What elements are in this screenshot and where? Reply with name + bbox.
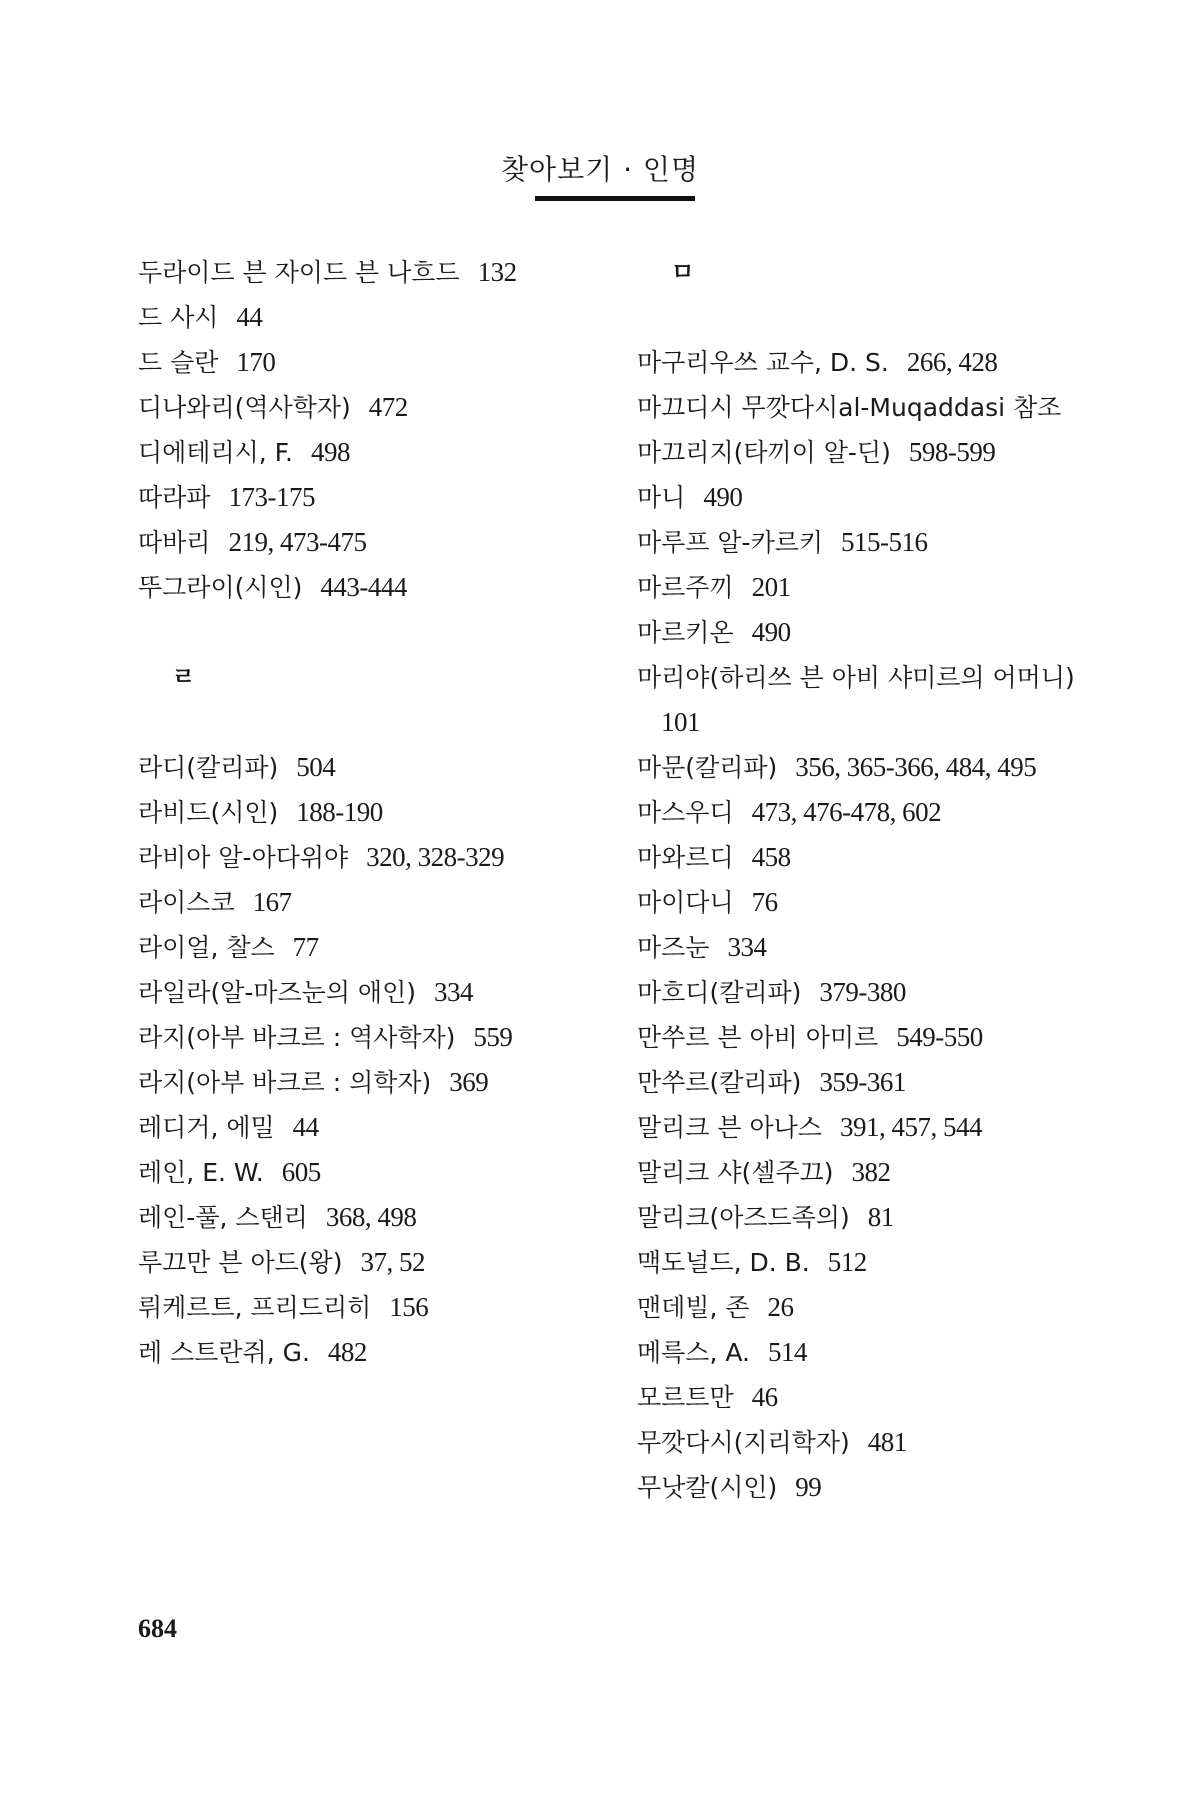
index-entry (138, 1330, 598, 1375)
index-entry (637, 835, 1097, 880)
entry-name: 디나와리(역사학자) (138, 393, 351, 422)
entry-name: 마스우디 (637, 798, 734, 827)
index-entry (637, 610, 1097, 655)
index-entry (637, 1195, 1097, 1240)
index-entry (138, 970, 598, 1015)
entry-pages: 334 (433, 977, 473, 1007)
entry-name: 라이얼, 찰스 (138, 933, 275, 962)
entry-pages: 443-444 (320, 572, 407, 602)
index-entry (138, 475, 598, 520)
index-entry (637, 1420, 1097, 1465)
index-entry (138, 385, 598, 430)
entry-pages: 514 (767, 1337, 807, 1367)
entry-pages: 76 (751, 887, 778, 917)
index-entry (138, 295, 598, 340)
entry-name: 마끄디시 무깟다시al-Muqaddasi 참조 (637, 393, 1062, 422)
entry-name: 모르트만 (637, 1383, 734, 1412)
index-entry (138, 1015, 598, 1060)
entry-pages: 188-190 (296, 797, 383, 827)
index-entry (138, 745, 598, 790)
entry-name: 마이다니 (637, 888, 734, 917)
index-entry (138, 1150, 598, 1195)
entry-pages: 77 (292, 932, 319, 962)
page-number: 684 (138, 1614, 177, 1643)
index-entry (138, 520, 598, 565)
entry-name: 마흐디(칼리파) (637, 978, 802, 1007)
entry-pages: 44 (292, 1112, 319, 1142)
index-entry (637, 880, 1097, 925)
index-entry (637, 1150, 1097, 1195)
entry-name: 맥도널드, D. B. (637, 1248, 810, 1277)
index-entry (138, 1240, 598, 1285)
entry-pages: 101 (661, 707, 700, 737)
entry-name: 말리크 븐 아나스 (637, 1113, 822, 1142)
entry-pages: 512 (827, 1247, 867, 1277)
blank-line (138, 700, 598, 745)
entry-name: 따라파 (138, 483, 211, 512)
entry-pages: 167 (252, 887, 292, 917)
entry-name: 마문(칼리파) (637, 753, 778, 782)
index-entry (637, 475, 1097, 520)
entry-pages: 81 (867, 1202, 894, 1232)
entry-name: 마니 (637, 483, 686, 512)
entry-pages: 559 (473, 1022, 513, 1052)
entry-pages: 490 (751, 617, 791, 647)
index-entry (138, 340, 598, 385)
index-entry (637, 385, 1097, 430)
header-underline (535, 196, 695, 201)
index-entry (138, 1195, 598, 1240)
index-entry (637, 520, 1097, 565)
entry-pages: 320, 328-329 (366, 842, 505, 872)
entry-name: 말리크 샤(셀주끄) (637, 1158, 834, 1187)
entry-name: 디에테리시, F. (138, 438, 293, 467)
entry-pages: 37, 52 (360, 1247, 425, 1277)
entry-pages: 44 (236, 302, 263, 332)
entry-pages: 266, 428 (906, 347, 998, 377)
section-letter: ㄹ (172, 663, 196, 691)
entry-pages: 515-516 (841, 527, 928, 557)
index-entry (138, 790, 598, 835)
entry-name: 뤼케르트, 프리드리히 (138, 1293, 372, 1322)
index-entry (138, 1060, 598, 1105)
index-entry (637, 1240, 1097, 1285)
index-entry (637, 790, 1097, 835)
entry-pages: 598-599 (908, 437, 996, 467)
entry-name: 무깟다시(지리학자) (637, 1428, 850, 1457)
entry-pages: 498 (310, 437, 350, 467)
index-entry (637, 1375, 1097, 1420)
index-entry (138, 1105, 598, 1150)
entry-name: 라비드(시인) (138, 798, 279, 827)
entry-pages: 549-550 (896, 1022, 983, 1052)
index-entry (138, 925, 598, 970)
entry-name: 라이스코 (138, 888, 235, 917)
entry-pages: 219, 473-475 (228, 527, 367, 557)
entry-name: 메륵스, A. (637, 1338, 750, 1367)
entry-name: 만쑤르 븐 아비 아미르 (637, 1023, 879, 1052)
entry-pages: 356, 365-366, 484, 495 (795, 752, 1037, 782)
entry-name: 마르주끼 (637, 573, 734, 602)
page-header (0, 148, 1200, 188)
entry-name: 레디거, 에밀 (138, 1113, 275, 1142)
entry-name: 마끄리지(타끼이 알-딘) (637, 438, 891, 467)
index-entry-continuation (637, 700, 1097, 745)
entry-pages: 504 (296, 752, 336, 782)
entry-name: 드 슬란 (138, 348, 219, 377)
entry-name: 따바리 (138, 528, 211, 557)
entry-name: 맨데빌, 존 (637, 1293, 750, 1322)
entry-pages: 99 (795, 1472, 822, 1502)
entry-name: 마리야(하리쓰 븐 아비 샤미르의 어머니) (637, 663, 1075, 692)
entry-name: 드 사시 (138, 303, 219, 332)
index-entry (138, 880, 598, 925)
index-column-left (138, 250, 598, 1375)
index-entry (637, 1465, 1097, 1510)
index-entry (637, 745, 1097, 790)
entry-pages: 382 (851, 1157, 891, 1187)
section-letter: ㅁ (671, 258, 695, 286)
entry-name: 레 스트란쥐, G. (138, 1338, 310, 1367)
page-title: 찾아보기 · 인명 (501, 153, 699, 186)
entry-pages: 482 (327, 1337, 367, 1367)
entry-name: 두라이드 븐 자이드 븐 나흐드 (138, 258, 460, 287)
entry-name: 무낫칼(시인) (637, 1473, 778, 1502)
index-entry (637, 430, 1097, 475)
entry-pages: 26 (767, 1292, 794, 1322)
entry-name: 마즈눈 (637, 933, 710, 962)
entry-pages: 369 (449, 1067, 489, 1097)
entry-pages: 472 (368, 392, 408, 422)
entry-name: 라지(아부 바크르 : 역사학자) (138, 1023, 456, 1052)
entry-name: 마르키온 (637, 618, 734, 647)
index-entry (637, 1060, 1097, 1105)
blank-line (138, 610, 598, 655)
index-entry (637, 565, 1097, 610)
entry-name: 루끄만 븐 아드(왕) (138, 1248, 343, 1277)
index-entry (637, 655, 1097, 700)
entry-pages: 391, 457, 544 (839, 1112, 982, 1142)
entry-pages: 458 (751, 842, 791, 872)
entry-name: 라일라(알-마즈눈의 애인) (138, 978, 416, 1007)
index-entry (138, 835, 598, 880)
entry-name: 만쑤르(칼리파) (637, 1068, 802, 1097)
index-entry (138, 565, 598, 610)
entry-pages: 170 (236, 347, 276, 377)
entry-name: 레인-풀, 스탠리 (138, 1203, 308, 1232)
index-entry (637, 970, 1097, 1015)
index-entry (637, 925, 1097, 970)
index-entry (637, 1285, 1097, 1330)
index-entry (637, 1015, 1097, 1060)
entry-name: 라비아 알-아다위야 (138, 843, 349, 872)
index-entry (637, 340, 1097, 385)
entry-pages: 379-380 (819, 977, 906, 1007)
entry-pages: 359-361 (819, 1067, 906, 1097)
index-column-right (637, 250, 1097, 1510)
entry-name: 말리크(아즈드족의) (637, 1203, 850, 1232)
entry-pages: 605 (281, 1157, 321, 1187)
entry-pages: 201 (751, 572, 791, 602)
entry-pages: 156 (389, 1292, 429, 1322)
entry-name: 라디(칼리파) (138, 753, 279, 782)
entry-name: 라지(아부 바크르 : 의학자) (138, 1068, 432, 1097)
entry-pages: 481 (867, 1427, 907, 1457)
index-entry (138, 250, 598, 295)
entry-name: 마와르디 (637, 843, 734, 872)
entry-pages: 173-175 (228, 482, 315, 512)
entry-name: 마루프 알-카르키 (637, 528, 824, 557)
index-entry (138, 430, 598, 475)
entry-pages: 490 (703, 482, 743, 512)
index-entry (637, 1330, 1097, 1375)
index-entry (637, 1105, 1097, 1150)
index-entry (138, 1285, 598, 1330)
entry-name: 마구리우쓰 교수, D. S. (637, 348, 889, 377)
entry-pages: 334 (727, 932, 767, 962)
entry-name: 레인, E. W. (138, 1158, 264, 1187)
entry-pages: 473, 476-478, 602 (751, 797, 942, 827)
entry-pages: 368, 498 (325, 1202, 417, 1232)
blank-line (637, 295, 1097, 340)
entry-pages: 132 (477, 257, 517, 287)
entry-name: 뚜그라이(시인) (138, 573, 303, 602)
entry-pages: 46 (751, 1382, 778, 1412)
